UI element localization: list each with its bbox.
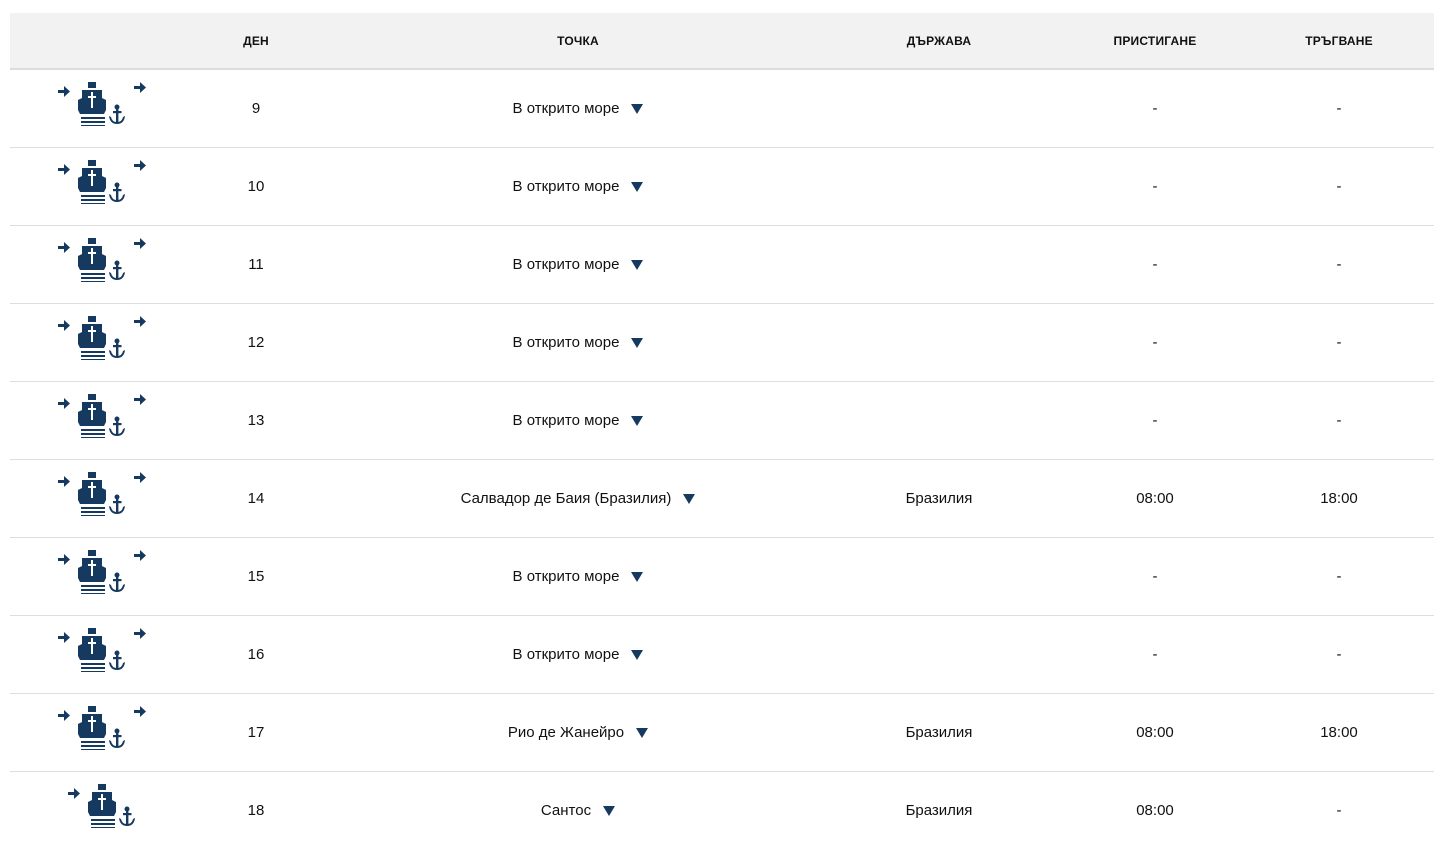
caret-down-icon[interactable] xyxy=(631,416,643,426)
port-cell[interactable] xyxy=(344,304,812,382)
arrival-value: - xyxy=(1153,256,1158,273)
departure-value: - xyxy=(1337,412,1342,429)
port-dropdown[interactable] xyxy=(513,334,644,351)
departure-value: - xyxy=(1337,334,1342,351)
anchor-icon xyxy=(109,729,125,749)
port-name[interactable]: Рио де Жанейро xyxy=(508,724,624,741)
port-dropdown[interactable] xyxy=(513,256,644,273)
arrival-value: 08:00 xyxy=(1136,490,1174,507)
ship-icon xyxy=(78,316,106,360)
caret-down-icon[interactable] xyxy=(631,260,643,270)
caret-down-icon[interactable] xyxy=(683,494,695,504)
ship-route-icon xyxy=(58,394,168,438)
table-row xyxy=(10,226,1434,304)
arrow-out-icon xyxy=(134,628,146,639)
route-icon-cell xyxy=(10,772,168,849)
table-row xyxy=(10,538,1434,616)
caret-down-icon[interactable] xyxy=(603,806,615,816)
ship-route-icon xyxy=(58,82,168,126)
country-cell xyxy=(812,226,1066,304)
route-icon-cell xyxy=(10,304,168,382)
day-cell xyxy=(168,304,344,382)
caret-down-icon[interactable] xyxy=(631,182,643,192)
day-cell xyxy=(168,460,344,538)
arrow-in-icon xyxy=(58,398,70,409)
arrival-value: 08:00 xyxy=(1136,724,1174,741)
departure-cell xyxy=(1244,226,1434,304)
departure-value: - xyxy=(1337,802,1342,819)
day-value: 17 xyxy=(248,724,265,741)
port-dropdown[interactable] xyxy=(461,490,696,507)
table-header xyxy=(10,13,1434,69)
route-icon-cell xyxy=(10,69,168,148)
departure-value: - xyxy=(1337,256,1342,273)
ship-icon xyxy=(78,628,106,672)
port-name[interactable]: Салвадор де Баия (Бразилия) xyxy=(461,490,672,507)
port-dropdown[interactable] xyxy=(513,178,644,195)
arrow-out-icon xyxy=(134,550,146,561)
departure-value: 18:00 xyxy=(1320,490,1358,507)
ship-route-icon xyxy=(58,160,168,204)
table-row xyxy=(10,772,1434,849)
ship-route-icon xyxy=(58,550,168,594)
anchor-icon xyxy=(109,495,125,515)
arrival-cell xyxy=(1066,382,1244,460)
table-row xyxy=(10,616,1434,694)
anchor-icon xyxy=(109,417,125,437)
arrival-value: - xyxy=(1153,412,1158,429)
port-dropdown[interactable] xyxy=(513,568,644,585)
country-value: Бразилия xyxy=(906,724,973,741)
departure-value: - xyxy=(1337,646,1342,663)
day-cell xyxy=(168,148,344,226)
port-name[interactable]: В открито море xyxy=(513,100,620,117)
header-row xyxy=(10,13,1434,69)
anchor-icon xyxy=(109,105,125,125)
port-cell[interactable] xyxy=(344,148,812,226)
arrow-in-icon xyxy=(58,242,70,253)
route-icon-cell xyxy=(10,538,168,616)
port-cell[interactable] xyxy=(344,460,812,538)
arrow-in-icon xyxy=(58,164,70,175)
day-cell xyxy=(168,694,344,772)
table-row xyxy=(10,694,1434,772)
arrow-out-icon xyxy=(134,238,146,249)
ship-icon xyxy=(78,394,106,438)
table-row xyxy=(10,148,1434,226)
table-row xyxy=(10,69,1434,148)
ship-icon xyxy=(78,238,106,282)
arrival-value: - xyxy=(1153,334,1158,351)
arrival-cell xyxy=(1066,694,1244,772)
ship-route-icon xyxy=(58,628,168,672)
port-name[interactable]: В открито море xyxy=(513,334,620,351)
port-name[interactable]: В открито море xyxy=(513,646,620,663)
country-cell xyxy=(812,616,1066,694)
anchor-icon xyxy=(109,261,125,281)
departure-cell xyxy=(1244,616,1434,694)
arrival-value: 08:00 xyxy=(1136,802,1174,819)
arrow-out-icon xyxy=(134,160,146,171)
day-value: 10 xyxy=(248,178,265,195)
country-cell xyxy=(812,382,1066,460)
country-cell xyxy=(812,538,1066,616)
ship-icon xyxy=(78,160,106,204)
header-icon xyxy=(10,13,168,69)
departure-value: 18:00 xyxy=(1320,724,1358,741)
arrival-cell xyxy=(1066,304,1244,382)
caret-down-icon[interactable] xyxy=(636,728,648,738)
arrival-cell xyxy=(1066,460,1244,538)
day-value: 9 xyxy=(252,100,260,117)
port-name[interactable]: Сантос xyxy=(541,802,591,819)
arrival-cell xyxy=(1066,538,1244,616)
departure-value: - xyxy=(1337,178,1342,195)
ship-route-icon xyxy=(58,316,168,360)
day-value: 12 xyxy=(248,334,265,351)
arrow-in-icon xyxy=(58,320,70,331)
route-icon-cell xyxy=(10,226,168,304)
departure-cell xyxy=(1244,69,1434,148)
port-name[interactable]: В открито море xyxy=(513,412,620,429)
header-port: ТОЧКА xyxy=(344,13,812,69)
port-cell[interactable] xyxy=(344,694,812,772)
caret-down-icon[interactable] xyxy=(631,338,643,348)
day-cell xyxy=(168,226,344,304)
port-cell[interactable] xyxy=(344,538,812,616)
table-row xyxy=(10,304,1434,382)
arrival-cell xyxy=(1066,69,1244,148)
day-cell xyxy=(168,538,344,616)
route-icon-cell xyxy=(10,460,168,538)
ship-icon xyxy=(78,472,106,516)
arrival-cell xyxy=(1066,148,1244,226)
country-value: Бразилия xyxy=(906,490,973,507)
port-cell[interactable] xyxy=(344,382,812,460)
anchor-icon xyxy=(109,573,125,593)
day-cell xyxy=(168,69,344,148)
ship-icon xyxy=(78,550,106,594)
port-dropdown[interactable] xyxy=(508,724,648,741)
arrow-in-icon xyxy=(68,788,80,799)
header-country: ДЪРЖАВА xyxy=(812,13,1066,69)
ship-icon xyxy=(88,784,116,828)
arrow-in-icon xyxy=(58,554,70,565)
day-value: 15 xyxy=(248,568,265,585)
country-cell xyxy=(812,69,1066,148)
itinerary-table-container xyxy=(10,13,1434,849)
arrow-out-icon xyxy=(134,394,146,405)
day-value: 13 xyxy=(248,412,265,429)
header-departure: ТРЪГВАНЕ xyxy=(1244,13,1434,69)
port-name[interactable]: В открито море xyxy=(513,256,620,273)
caret-down-icon[interactable] xyxy=(631,650,643,660)
day-value: 14 xyxy=(248,490,265,507)
port-dropdown[interactable] xyxy=(513,412,644,429)
day-value: 16 xyxy=(248,646,265,663)
caret-down-icon[interactable] xyxy=(631,572,643,582)
route-icon-cell xyxy=(10,382,168,460)
arrival-value: - xyxy=(1153,100,1158,117)
route-icon-cell xyxy=(10,148,168,226)
arrival-cell xyxy=(1066,226,1244,304)
ship-icon xyxy=(78,706,106,750)
day-cell xyxy=(168,772,344,849)
departure-value: - xyxy=(1337,568,1342,585)
anchor-icon xyxy=(109,339,125,359)
port-dropdown[interactable] xyxy=(513,646,644,663)
itinerary-table xyxy=(10,13,1434,849)
day-cell xyxy=(168,616,344,694)
port-cell[interactable] xyxy=(344,772,812,849)
arrow-in-icon xyxy=(58,86,70,97)
arrow-in-icon xyxy=(58,710,70,721)
country-cell xyxy=(812,148,1066,226)
departure-value: - xyxy=(1337,100,1342,117)
departure-cell xyxy=(1244,304,1434,382)
departure-cell xyxy=(1244,538,1434,616)
route-icon-cell xyxy=(10,616,168,694)
ship-route-icon xyxy=(68,784,178,828)
port-name[interactable]: В открито море xyxy=(513,178,620,195)
port-cell[interactable] xyxy=(344,226,812,304)
country-cell xyxy=(812,460,1066,538)
arrival-value: - xyxy=(1153,178,1158,195)
port-dropdown[interactable] xyxy=(513,100,644,117)
anchor-icon xyxy=(109,183,125,203)
header-day: ДЕН xyxy=(168,13,344,69)
port-name[interactable]: В открито море xyxy=(513,568,620,585)
day-cell xyxy=(168,382,344,460)
arrival-cell xyxy=(1066,772,1244,849)
arrow-out-icon xyxy=(134,706,146,717)
country-value: Бразилия xyxy=(906,802,973,819)
arrow-out-icon xyxy=(134,316,146,327)
table-row xyxy=(10,460,1434,538)
caret-down-icon[interactable] xyxy=(631,104,643,114)
port-cell[interactable] xyxy=(344,69,812,148)
day-value: 11 xyxy=(248,256,264,273)
arrow-in-icon xyxy=(58,632,70,643)
ship-icon xyxy=(78,82,106,126)
day-value: 18 xyxy=(248,802,265,819)
table-body xyxy=(10,69,1434,849)
arrow-out-icon xyxy=(134,82,146,93)
arrow-out-icon xyxy=(134,472,146,483)
country-cell xyxy=(812,694,1066,772)
arrival-value: - xyxy=(1153,568,1158,585)
arrival-cell xyxy=(1066,616,1244,694)
departure-cell xyxy=(1244,148,1434,226)
departure-cell xyxy=(1244,382,1434,460)
ship-route-icon xyxy=(58,238,168,282)
arrival-value: - xyxy=(1153,646,1158,663)
departure-cell xyxy=(1244,460,1434,538)
header-arrival: ПРИСТИГАНЕ xyxy=(1066,13,1244,69)
country-cell xyxy=(812,304,1066,382)
anchor-icon xyxy=(119,807,135,827)
route-icon-cell xyxy=(10,694,168,772)
ship-route-icon xyxy=(58,472,168,516)
arrow-in-icon xyxy=(58,476,70,487)
port-dropdown[interactable] xyxy=(541,802,615,819)
ship-route-icon xyxy=(58,706,168,750)
anchor-icon xyxy=(109,651,125,671)
departure-cell xyxy=(1244,772,1434,849)
country-cell xyxy=(812,772,1066,849)
table-row xyxy=(10,382,1434,460)
departure-cell xyxy=(1244,694,1434,772)
port-cell[interactable] xyxy=(344,616,812,694)
